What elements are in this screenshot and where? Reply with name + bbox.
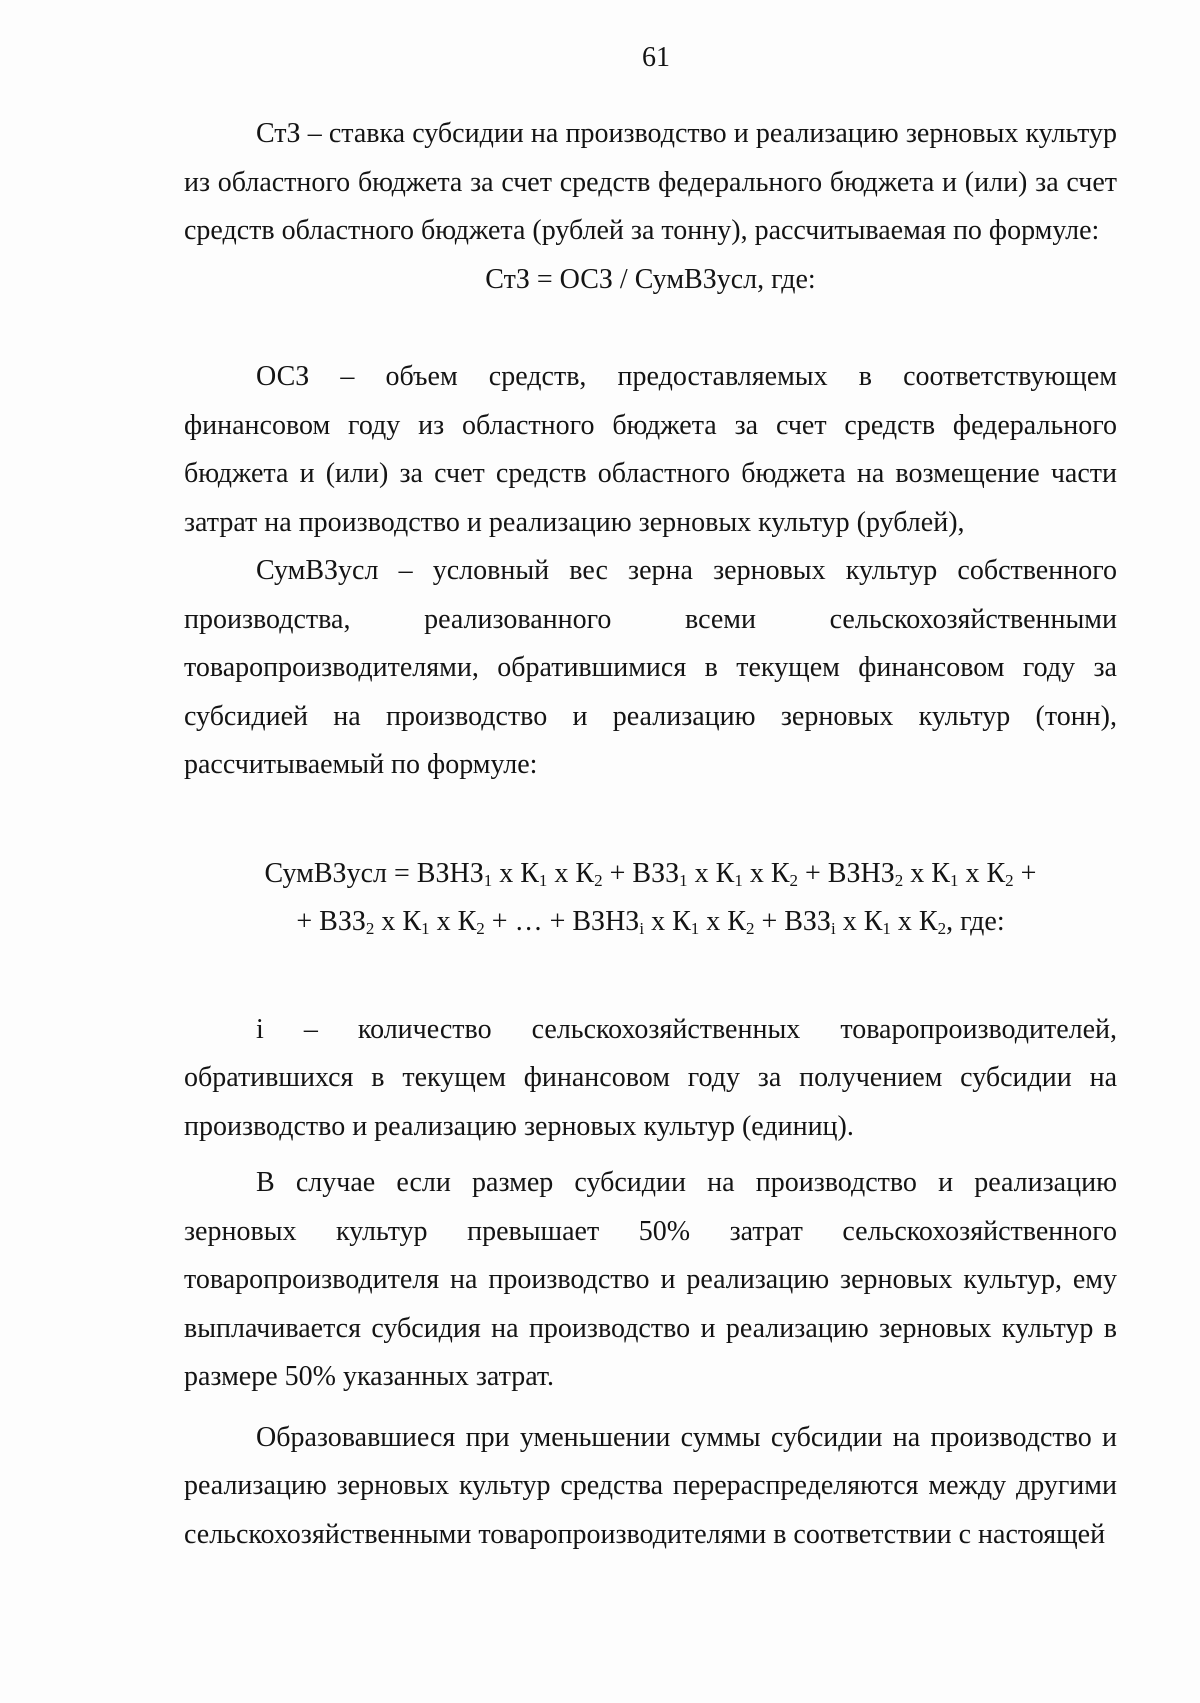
spacer xyxy=(184,1402,1117,1414)
page-number: 61 xyxy=(642,42,670,73)
spacer xyxy=(184,946,1117,1006)
paragraph-stz-definition: СтЗ – ставка субсидии на производство и реализацию зерновых культур из областного бюджета за счет средств федерального бюджета и (или) за счет средств областного бюджета (рублей за тонну), рассчитываемая по формуле: xyxy=(184,118,1117,246)
document-body xyxy=(184,110,1117,1559)
paragraph-subsidy-limit: В случае если размер субсидии на производство и реализацию зерновых культур превышает 50% затрат сельскохозяйственного товаропроизводителя на производство и реализацию зерновых культур, ему выплачивается субсидия на производство и реализацию зерновых культур в размере 50% указанных затрат. xyxy=(184,1167,1117,1392)
spacer xyxy=(184,790,1117,850)
spacer xyxy=(184,1151,1117,1159)
paragraph-osz-definition: ОСЗ – объем средств, предоставляемых в соответствующем финансовом году из областного бюджета за счет средств федерального бюджета и (или) за счет средств областного бюджета на возмещение части затрат на производство и реализацию зерновых культур (рублей), xyxy=(184,361,1117,538)
formula-stz: СтЗ = ОСЗ / СумВЗусл, где: xyxy=(485,263,816,295)
spacer xyxy=(184,304,1117,353)
formula-sumvzusl xyxy=(184,850,1117,946)
paragraph-i-definition: i – количество сельскохозяйственных товаропроизводителей, обратившихся в текущем финансовом году за получением субсидии на производство и реализацию зерновых культур (единиц). xyxy=(184,1013,1117,1142)
paragraph-redistribution: Образовавшиеся при уменьшении суммы субсидии на производство и реализацию зерновых культур средства перераспределяются между другими сельскохозяйственными товаропроизводителями в соответствии с настоящей xyxy=(184,1421,1117,1550)
formula-sumvzusl-line-2: + $ВЗЗ_2$ x $К_1$ x $К_2$ + … + $ВЗНЗ_i$ x $К_1$ x $К_2 + ВЗЗ_i$ x $К_1$ x $К_2$, где: xyxy=(296,905,1005,938)
paragraph-sumvzusl-definition: СумВЗусл – условный вес зерна зерновых культур собственного производства, реализованного всеми сельскохозяйственными товаропроизводителями, обратившимися в текущем финансовом году за субсидией на производство и реализацию зерновых культур (тонн), рассчитываемый по формуле: xyxy=(184,555,1117,780)
formula-sumvzusl-line-1: СумВЗусл = $ВЗНЗ_1$ x $К_1$ x $К_2 + ВЗЗ_1$ x $К_1$ x $К_2$ + $ВЗНЗ_2$ x $К_1$ x $К_2$ + xyxy=(264,857,1037,890)
